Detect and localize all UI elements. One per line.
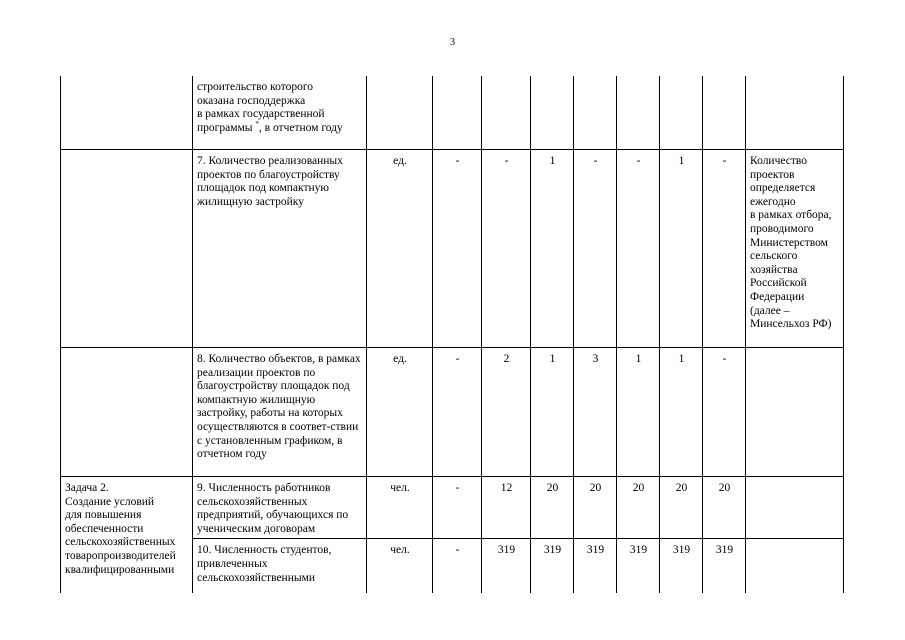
task-cell xyxy=(61,76,193,150)
table-row xyxy=(61,348,844,477)
value-cell: 319 xyxy=(531,539,574,594)
value-cell: 319 xyxy=(482,539,531,594)
unit-cell: ед. xyxy=(367,150,433,348)
indicator-name-cell: 8. Количество объектов, в рамках реализации проектов по благоустройству площадок под компактную жилищную застройку, работы на которых осуществляются в соответ-ствии с установленным графиком, в отчетном году xyxy=(193,348,367,477)
value-cell: 20 xyxy=(617,477,660,539)
table-row xyxy=(61,150,844,348)
indicator-name-cell xyxy=(193,76,367,150)
value-cell: 319 xyxy=(703,539,746,594)
value-cell xyxy=(482,76,531,150)
task-cell xyxy=(61,150,193,348)
value-cell xyxy=(617,76,660,150)
indicator-name-cell: 10. Численность студентов, привлеченных сельскохозяйственными xyxy=(193,539,367,594)
value-cell xyxy=(703,76,746,150)
value-cell: 20 xyxy=(660,477,703,539)
value-cell xyxy=(531,76,574,150)
note-cell xyxy=(746,76,844,150)
note-cell xyxy=(746,477,844,539)
value-cell: 12 xyxy=(482,477,531,539)
value-cell: 1 xyxy=(660,150,703,348)
value-cell: - xyxy=(433,477,482,539)
value-cell: - xyxy=(703,348,746,477)
unit-cell: ед. xyxy=(367,348,433,477)
value-cell: - xyxy=(703,150,746,348)
value-cell: - xyxy=(617,150,660,348)
unit-cell: чел. xyxy=(367,539,433,594)
unit-cell: чел. xyxy=(367,477,433,539)
indicator-name-tail: , в отчетном году xyxy=(258,121,343,134)
value-cell: - xyxy=(433,150,482,348)
value-cell: 3 xyxy=(574,348,617,477)
value-cell: 20 xyxy=(531,477,574,539)
value-cell xyxy=(574,76,617,150)
table-row xyxy=(61,76,844,150)
value-cell: 319 xyxy=(574,539,617,594)
value-cell: 1 xyxy=(531,150,574,348)
note-cell xyxy=(746,348,844,477)
page-number: 3 xyxy=(450,37,455,48)
value-cell: 20 xyxy=(703,477,746,539)
indicator-name-cell: 9. Численность работников сельскохозяйственных предприятий, обучающихся по ученическим договорам xyxy=(193,477,367,539)
value-cell: 1 xyxy=(660,348,703,477)
value-cell: 2 xyxy=(482,348,531,477)
value-cell: - xyxy=(433,539,482,594)
value-cell xyxy=(660,76,703,150)
task-cell: Задача 2. Создание условий для повышения обеспеченности сельскохозяйственных товаропроизводителей квалифицированными xyxy=(61,477,193,594)
value-cell xyxy=(433,76,482,150)
indicators-table xyxy=(60,76,844,593)
value-cell: 1 xyxy=(617,348,660,477)
value-cell: 319 xyxy=(660,539,703,594)
value-cell: 1 xyxy=(531,348,574,477)
note-cell xyxy=(746,539,844,594)
table-row xyxy=(61,477,844,539)
note-cell: Количество проектов определяется ежегодно в рамках отбора, проводимого Министерством сельского хозяйства Российской Федерации (далее – Минсельхоз РФ) xyxy=(746,150,844,348)
value-cell: 319 xyxy=(617,539,660,594)
indicator-name-text: строительство которого оказана господдержка в рамках государственной программы xyxy=(197,81,325,134)
footnote-mark: * xyxy=(255,119,259,128)
value-cell: 20 xyxy=(574,477,617,539)
value-cell: - xyxy=(433,348,482,477)
task-cell xyxy=(61,348,193,477)
indicator-name-cell: 7. Количество реализованных проектов по благоустройству площадок под компактную жилищную застройку xyxy=(193,150,367,348)
unit-cell xyxy=(367,76,433,150)
value-cell: - xyxy=(482,150,531,348)
value-cell: - xyxy=(574,150,617,348)
